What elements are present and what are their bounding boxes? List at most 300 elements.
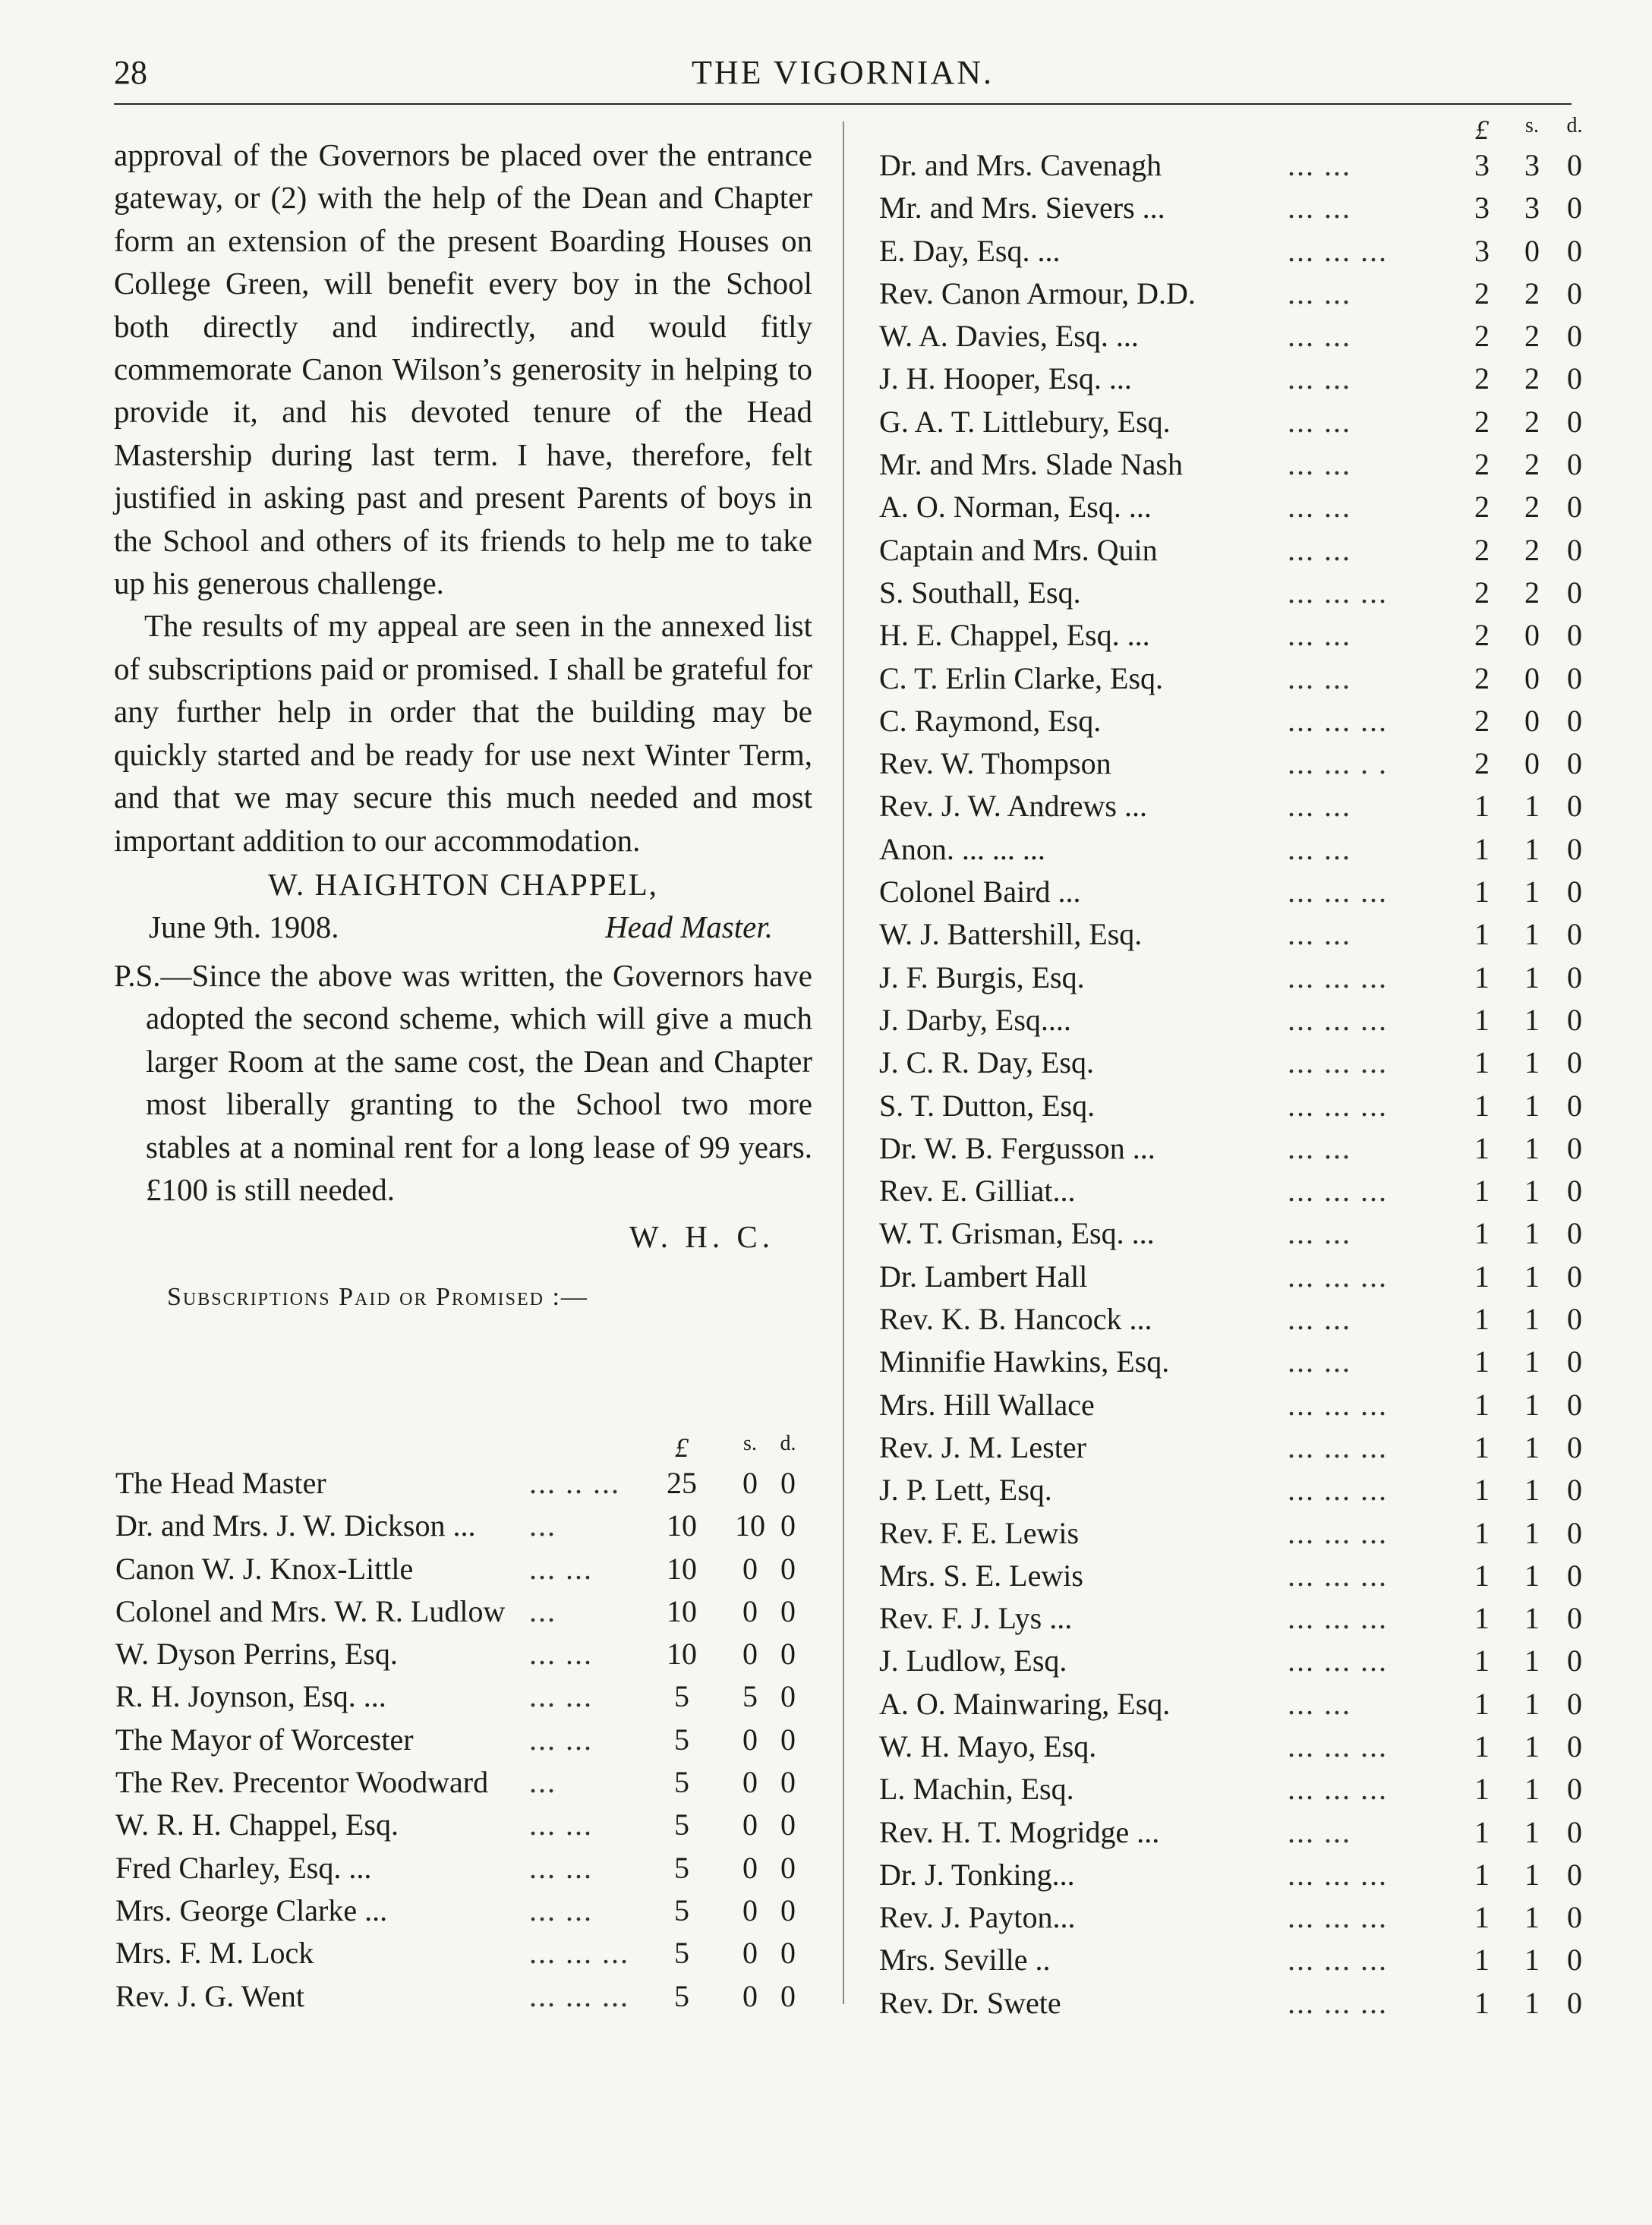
subscription-row <box>879 187 1582 229</box>
pence-value: 0 <box>780 1807 796 1842</box>
shillings-value: 0 <box>1524 746 1540 781</box>
subscription-row <box>879 1854 1582 1896</box>
subscriber-name: Dr. and Mrs. Cavenagh <box>879 148 1162 182</box>
leader-dots: ... ... ... <box>1288 1644 1388 1678</box>
subscription-row <box>879 657 1582 700</box>
leader-dots: ... ... ... <box>1288 1088 1388 1123</box>
shillings-value: 2 <box>1524 276 1540 310</box>
subscriber-name: S. Southall, Esq. <box>879 575 1081 610</box>
shillings-value: 2 <box>1524 361 1540 396</box>
pence-value: 0 <box>1567 1387 1582 1422</box>
pence-value: 0 <box>1567 1002 1582 1037</box>
shillings-value: 1 <box>1524 1686 1540 1721</box>
subscription-row <box>879 230 1582 273</box>
pounds-value: 3 <box>1474 191 1490 225</box>
subscription-row <box>115 1975 814 2018</box>
leader-dots: ... ... ... <box>1288 1900 1388 1935</box>
pence-value: 0 <box>1567 1259 1582 1294</box>
page-header <box>114 53 1572 106</box>
leader-dots: ... ... <box>1288 660 1351 695</box>
subscriber-name: H. E. Chappel, Esq. ... <box>879 618 1150 653</box>
pence-value: 0 <box>780 1722 796 1757</box>
leader-dots: ... ... ... <box>1288 1045 1388 1080</box>
subscriber-name: Rev. F. E. Lewis <box>879 1515 1080 1550</box>
pence-value: 0 <box>1567 1344 1582 1379</box>
letter-date: June 9th. 1908. <box>149 909 339 944</box>
subscriber-name: Rev. H. T. Mogridge ... <box>879 1814 1160 1849</box>
subscriber-name: Dr. and Mrs. J. W. Dickson ... <box>115 1508 476 1543</box>
shillings-value: 1 <box>1524 1772 1540 1807</box>
subscriber-name: A. O. Mainwaring, Esq. <box>879 1686 1171 1721</box>
pence-value: 0 <box>1567 1515 1582 1550</box>
subscriber-name: C. Raymond, Esq. <box>879 703 1102 738</box>
shillings-value: 1 <box>1524 1045 1540 1080</box>
subscription-row <box>879 315 1582 358</box>
pence-value: 0 <box>1567 1045 1582 1080</box>
shillings-value: 0 <box>742 1637 758 1672</box>
shillings-value: 0 <box>742 1850 758 1885</box>
pounds-value: 1 <box>1474 1729 1490 1763</box>
subscriber-name: The Rev. Precentor Woodward <box>115 1765 489 1800</box>
pence-value: 0 <box>780 1978 796 2013</box>
leader-dots: ... ... . . <box>1288 746 1388 781</box>
leader-dots: ... ... ... <box>1288 233 1388 268</box>
subscription-row <box>879 443 1582 486</box>
leader-dots: ... ... <box>1288 917 1351 952</box>
subscription-row <box>879 1127 1582 1170</box>
pounds-value: 2 <box>1474 532 1490 567</box>
subscriber-name: J. P. Lett, Esq. <box>879 1473 1052 1508</box>
pounds-value: 1 <box>1474 1558 1490 1593</box>
currency-header <box>879 114 1583 145</box>
leader-dots: ... ... ... <box>1288 1985 1388 2020</box>
pounds-value: 1 <box>1474 1943 1490 1978</box>
subscription-row <box>879 1939 1582 1981</box>
subscription-row <box>115 1590 814 1633</box>
pounds-value: 1 <box>1474 1387 1490 1422</box>
pounds-value: 1 <box>1474 1130 1490 1165</box>
shillings-value: 1 <box>1524 960 1540 994</box>
pence-value: 0 <box>1567 875 1582 909</box>
pence-value: 0 <box>780 1893 796 1927</box>
right-subscription-list <box>879 114 1583 2025</box>
subscriber-name: J. Ludlow, Esq. <box>879 1644 1067 1678</box>
leader-dots: ... <box>529 1765 556 1800</box>
pence-value: 0 <box>1567 233 1582 268</box>
subscription-row <box>115 1462 814 1505</box>
subscription-row <box>115 1633 814 1675</box>
subscription-row <box>115 1761 814 1804</box>
shillings-value: 0 <box>742 1466 758 1500</box>
leader-dots: ... ... ... <box>1288 1473 1388 1508</box>
subscriber-name: W. H. Mayo, Esq. <box>879 1729 1097 1763</box>
pounds-value: 2 <box>1474 319 1490 354</box>
pence-value: 0 <box>1567 1814 1582 1849</box>
shillings-value: 1 <box>1524 875 1540 909</box>
subscriber-name: W. Dyson Perrins, Esq. <box>115 1637 398 1672</box>
pence-value: 0 <box>1567 276 1582 310</box>
pence-value: 0 <box>1567 319 1582 354</box>
pence-value: 0 <box>1567 1473 1582 1508</box>
shillings-value: 2 <box>1524 490 1540 525</box>
shillings-value: 2 <box>1524 404 1540 439</box>
pounds-value: 3 <box>1474 233 1490 268</box>
subscriber-name: Rev. W. Thompson <box>879 746 1111 781</box>
subscription-row <box>879 1725 1582 1768</box>
leader-dots: ... ... ... <box>1288 1943 1388 1978</box>
subscription-row <box>879 1597 1582 1640</box>
subscriber-name: G. A. T. Littlebury, Esq. <box>879 404 1171 439</box>
subscriber-name: Captain and Mrs. Quin <box>879 532 1158 567</box>
pounds-value: 10 <box>667 1508 697 1543</box>
subscriber-name: S. T. Dutton, Esq. <box>879 1088 1096 1123</box>
leader-dots: ... ... ... <box>1288 1174 1388 1209</box>
subscription-row <box>879 913 1582 956</box>
pounds-value: 1 <box>1474 875 1490 909</box>
pounds-value: 2 <box>1474 447 1490 482</box>
shillings-value: 0 <box>742 1593 758 1628</box>
pounds-value: 1 <box>1474 960 1490 994</box>
subscription-row <box>879 273 1582 315</box>
pounds-header: £ <box>1475 115 1489 145</box>
subscription-row <box>115 1548 814 1590</box>
shillings-value: 1 <box>1524 1473 1540 1508</box>
shillings-value: 1 <box>1524 1216 1540 1251</box>
subscription-row <box>879 529 1582 572</box>
pounds-value: 1 <box>1474 1344 1490 1379</box>
subscriber-name: J. Darby, Esq.... <box>879 1002 1071 1037</box>
subscriber-name: Fred Charley, Esq. ... <box>115 1850 372 1885</box>
leader-dots: ... ... ... <box>1288 960 1388 994</box>
pence-header: d. <box>1566 114 1583 137</box>
subscription-row <box>879 828 1582 871</box>
subscription-row <box>115 1932 814 1974</box>
pence-value: 0 <box>1567 1686 1582 1721</box>
subscriber-name: Rev. F. J. Lys ... <box>879 1601 1073 1636</box>
subscriber-name: Mrs. George Clarke ... <box>115 1893 388 1927</box>
pence-value: 0 <box>1567 1130 1582 1165</box>
shillings-value: 1 <box>1524 1515 1540 1550</box>
shillings-value: 0 <box>742 1722 758 1757</box>
shillings-value: 0 <box>1524 660 1540 695</box>
subscription-row <box>879 358 1582 400</box>
pence-value: 0 <box>1567 789 1582 824</box>
leader-dots: ... ... <box>1288 276 1351 310</box>
subscriber-name: J. C. R. Day, Esq. <box>879 1045 1094 1080</box>
shillings-value: 2 <box>1524 319 1540 354</box>
subscriber-name: Dr. Lambert Hall <box>879 1259 1088 1294</box>
pence-value: 0 <box>1567 960 1582 994</box>
leader-dots: ... ... <box>1288 1686 1351 1721</box>
shillings-value: 0 <box>742 1551 758 1586</box>
subscription-row <box>879 1384 1582 1426</box>
subscriber-name: Mrs. S. E. Lewis <box>879 1558 1083 1593</box>
pounds-value: 1 <box>1474 917 1490 952</box>
leader-dots: ... ... ... <box>1288 1601 1388 1636</box>
leader-dots: ... ... ... <box>1288 1429 1388 1464</box>
shillings-value: 0 <box>742 1978 758 2013</box>
shillings-value: 0 <box>742 1807 758 1842</box>
pounds-value: 1 <box>1474 1045 1490 1080</box>
subscription-row <box>879 572 1582 614</box>
pence-value: 0 <box>1567 148 1582 182</box>
shillings-value: 1 <box>1524 1943 1540 1978</box>
subscriber-name: Rev. Dr. Swete <box>879 1985 1061 2020</box>
pence-value: 0 <box>1567 1772 1582 1807</box>
subscription-row <box>879 1469 1582 1511</box>
shillings-value: 1 <box>1524 1558 1540 1593</box>
shillings-value: 0 <box>1524 618 1540 653</box>
pounds-value: 25 <box>667 1466 697 1500</box>
subscriber-name: Canon W. J. Knox-Little <box>115 1551 414 1586</box>
subscription-row <box>115 1847 814 1889</box>
shillings-value: 1 <box>1524 1644 1540 1678</box>
subscriber-name: R. H. Joynson, Esq. ... <box>115 1679 386 1714</box>
pounds-value: 2 <box>1474 575 1490 610</box>
shillings-header: s. <box>743 1432 757 1455</box>
subscription-row <box>879 1298 1582 1341</box>
pence-value: 0 <box>1567 1429 1582 1464</box>
shillings-value: 1 <box>1524 917 1540 952</box>
pence-value: 0 <box>1567 1174 1582 1209</box>
column-divider <box>843 121 844 2004</box>
pounds-value: 2 <box>1474 276 1490 310</box>
leader-dots: ... ... <box>1288 319 1351 354</box>
running-title: THE VIGORNIAN. <box>691 54 995 91</box>
leader-dots: ... ... <box>1288 191 1351 225</box>
shillings-value: 3 <box>1524 148 1540 182</box>
subscriber-name: Mrs. Hill Wallace <box>879 1387 1095 1422</box>
left-column <box>114 134 812 1320</box>
pence-value: 0 <box>1567 1088 1582 1123</box>
shillings-value: 1 <box>1524 1985 1540 2020</box>
subscription-row <box>879 401 1582 443</box>
shillings-value: 0 <box>742 1936 758 1971</box>
leader-dots: ... ... <box>529 1637 593 1672</box>
pounds-value: 2 <box>1474 361 1490 396</box>
leader-dots: ... ... <box>1288 1344 1351 1379</box>
pounds-value: 5 <box>674 1850 689 1885</box>
subscription-row <box>879 1426 1582 1469</box>
pounds-value: 1 <box>1474 1644 1490 1678</box>
subscription-row <box>115 1675 814 1718</box>
leader-dots: ... ... <box>1288 618 1351 653</box>
pounds-value: 10 <box>667 1551 697 1586</box>
shillings-value: 1 <box>1524 1130 1540 1165</box>
subscriber-name: Rev. J. M. Lester <box>879 1429 1086 1464</box>
subscriber-name: The Mayor of Worcester <box>115 1722 414 1757</box>
pence-value: 0 <box>780 1936 796 1971</box>
pounds-value: 2 <box>1474 660 1490 695</box>
pounds-value: 10 <box>667 1593 697 1628</box>
subscriber-name: Rev. J. W. Andrews ... <box>879 789 1147 824</box>
pounds-value: 2 <box>1474 618 1490 653</box>
subscriber-name: Anon. ... ... ... <box>879 831 1045 866</box>
subscription-row <box>879 1512 1582 1555</box>
pounds-value: 1 <box>1474 1772 1490 1807</box>
subscription-row <box>879 1170 1582 1212</box>
pence-value: 0 <box>780 1850 796 1885</box>
shillings-header: s. <box>1525 114 1539 137</box>
subscriber-name: Dr. W. B. Fergusson ... <box>879 1130 1155 1165</box>
pence-value: 0 <box>1567 1943 1582 1978</box>
subscription-row <box>115 1505 814 1547</box>
leader-dots: ... <box>529 1593 556 1628</box>
pounds-value: 5 <box>674 1679 689 1714</box>
shillings-value: 1 <box>1524 1814 1540 1849</box>
pence-value: 0 <box>780 1551 796 1586</box>
shillings-value: 2 <box>1524 532 1540 567</box>
pence-value: 0 <box>1567 1302 1582 1337</box>
pounds-value: 5 <box>674 1893 689 1927</box>
pence-value: 0 <box>1567 660 1582 695</box>
pounds-value: 10 <box>667 1637 697 1672</box>
subscriber-name: C. T. Erlin Clarke, Esq. <box>879 660 1164 695</box>
pence-value: 0 <box>1567 575 1582 610</box>
subscription-row <box>879 999 1582 1042</box>
leader-dots: ... ... ... <box>1288 1002 1388 1037</box>
subscriber-name: Colonel and Mrs. W. R. Ludlow <box>115 1593 506 1628</box>
pence-value: 0 <box>1567 191 1582 225</box>
leader-dots: ... ... ... <box>1288 1558 1388 1593</box>
pounds-value: 1 <box>1474 1429 1490 1464</box>
pence-value: 0 <box>780 1765 796 1800</box>
subscription-row <box>879 1640 1582 1682</box>
leader-dots: ... ... <box>529 1679 593 1714</box>
pence-value: 0 <box>780 1637 796 1672</box>
subscription-row <box>879 785 1582 827</box>
pence-value: 0 <box>1567 1644 1582 1678</box>
leader-dots: ... ... ... <box>1288 575 1388 610</box>
pounds-value: 5 <box>674 1978 689 2013</box>
shillings-value: 1 <box>1524 1344 1540 1379</box>
leader-dots: ... .. ... <box>529 1466 620 1500</box>
subscriber-name: W. J. Battershill, Esq. <box>879 917 1143 952</box>
letter-paragraph-1: approval of the Governors be placed over the entrance gateway, or (2) with the help of the Dean and Chapter form an extension of the present Boarding Houses on College Green, will benefit every boy in the School both directly and indirectly, and would fitly commemorate Canon Wilson’s generosity in helping to provide it, and his devoted tenure of the Head Mastership during last term. I have, therefore, felt justified in asking past and present Parents of boys in the School and others of its friends to help me to take up his generous challenge. <box>114 137 812 601</box>
pence-value: 0 <box>780 1679 796 1714</box>
pence-value: 0 <box>1567 1558 1582 1593</box>
leader-dots: ... ... ... <box>1288 1515 1388 1550</box>
pounds-value: 1 <box>1474 1814 1490 1849</box>
subscription-row <box>879 1341 1582 1383</box>
pounds-value: 2 <box>1474 490 1490 525</box>
pence-value: 0 <box>1567 404 1582 439</box>
subscriber-name: Rev. Canon Armour, D.D. <box>879 276 1196 310</box>
subscriptions-heading: Subscriptions Paid or Promised :— <box>167 1283 588 1312</box>
pounds-value: 3 <box>1474 148 1490 182</box>
pence-value: 0 <box>1567 532 1582 567</box>
subscription-row <box>879 956 1582 999</box>
pence-value: 0 <box>1567 490 1582 525</box>
subscription-row <box>879 742 1582 785</box>
subscription-row <box>115 1719 814 1761</box>
subscriber-name: J. F. Burgis, Esq. <box>879 960 1085 994</box>
pounds-value: 1 <box>1474 1174 1490 1209</box>
pence-value: 0 <box>1567 1857 1582 1892</box>
leader-dots: ... ... ... <box>1288 1772 1388 1807</box>
leader-dots: ... ... <box>1288 831 1351 866</box>
pounds-value: 1 <box>1474 1259 1490 1294</box>
leader-dots: ... ... <box>529 1807 593 1842</box>
shillings-value: 5 <box>742 1679 758 1714</box>
pence-value: 0 <box>780 1593 796 1628</box>
left-subscription-list <box>115 1432 814 2018</box>
subscriber-name: Minnifie Hawkins, Esq. <box>879 1344 1170 1379</box>
subscription-row <box>879 1982 1582 2025</box>
leader-dots: ... ... <box>1288 490 1351 525</box>
pence-value: 0 <box>1567 1900 1582 1935</box>
pounds-value: 1 <box>1474 1857 1490 1892</box>
shillings-value: 1 <box>1524 831 1540 866</box>
leader-dots: ... ... <box>1288 1814 1351 1849</box>
shillings-value: 1 <box>1524 1429 1540 1464</box>
shillings-value: 3 <box>1524 191 1540 225</box>
subscriber-name: Rev. J. Payton... <box>879 1900 1076 1935</box>
signer-title: Head Master. <box>605 909 773 944</box>
postscript: P.S.—Since the above was written, the Governors have adopted the second scheme, which will give a much larger Room at the same cost, the Dean and Chapter most liberally granting to the School two more stables at a nominal rent for a long lease of 99 years. £100 is still needed. <box>114 957 812 1207</box>
subscriber-name: Mrs. F. M. Lock <box>115 1936 314 1971</box>
shillings-value: 10 <box>735 1508 765 1543</box>
leader-dots: ... ... <box>1288 1130 1351 1165</box>
subscription-row <box>879 1085 1582 1127</box>
pence-value: 0 <box>1567 1729 1582 1763</box>
subscriber-name: Colonel Baird ... <box>879 875 1081 909</box>
shillings-value: 1 <box>1524 1601 1540 1636</box>
date-line <box>114 906 812 948</box>
leader-dots: ... ... <box>1288 404 1351 439</box>
subscription-row <box>879 614 1582 657</box>
subscriber-name: Mr. and Mrs. Sievers ... <box>879 191 1165 225</box>
leader-dots: ... ... <box>1288 447 1351 482</box>
subscription-row <box>115 1804 814 1846</box>
pence-value: 0 <box>1567 746 1582 781</box>
leader-dots: ... ... <box>1288 789 1351 824</box>
leader-dots: ... ... ... <box>1288 1729 1388 1763</box>
shillings-value: 1 <box>1524 1174 1540 1209</box>
subscription-row <box>879 871 1582 913</box>
shillings-value: 0 <box>1524 233 1540 268</box>
subscription-row <box>879 486 1582 528</box>
leader-dots: ... ... <box>529 1850 593 1885</box>
leader-dots: ... ... ... <box>529 1936 629 1971</box>
initials: W. H. C. <box>629 1219 774 1255</box>
shillings-value: 0 <box>742 1893 758 1927</box>
subscriber-name: L. Machin, Esq. <box>879 1772 1074 1807</box>
subscriber-name: Rev. E. Gilliat... <box>879 1174 1076 1209</box>
pounds-header: £ <box>675 1432 689 1463</box>
pence-value: 0 <box>780 1466 796 1500</box>
pence-value: 0 <box>1567 831 1582 866</box>
pence-header: d. <box>780 1432 796 1455</box>
leader-dots: ... ... <box>529 1551 593 1586</box>
leader-dots: ... ... ... <box>1288 703 1388 738</box>
pounds-value: 5 <box>674 1765 689 1800</box>
signature: W. HAIGHTON CHAPPEL, <box>268 866 658 902</box>
leader-dots: ... ... <box>1288 148 1351 182</box>
subscriber-name: Rev. K. B. Hancock ... <box>879 1302 1152 1337</box>
pounds-value: 5 <box>674 1807 689 1842</box>
subscription-row <box>879 1256 1582 1298</box>
pounds-value: 1 <box>1474 1515 1490 1550</box>
leader-dots: ... ... ... <box>1288 1259 1388 1294</box>
subscriber-name: Mrs. Seville .. <box>879 1943 1051 1978</box>
shillings-value: 1 <box>1524 789 1540 824</box>
leader-dots: ... ... ... <box>1288 875 1388 909</box>
shillings-value: 1 <box>1524 1002 1540 1037</box>
pence-value: 0 <box>1567 618 1582 653</box>
shillings-value: 0 <box>1524 703 1540 738</box>
shillings-value: 0 <box>742 1765 758 1800</box>
